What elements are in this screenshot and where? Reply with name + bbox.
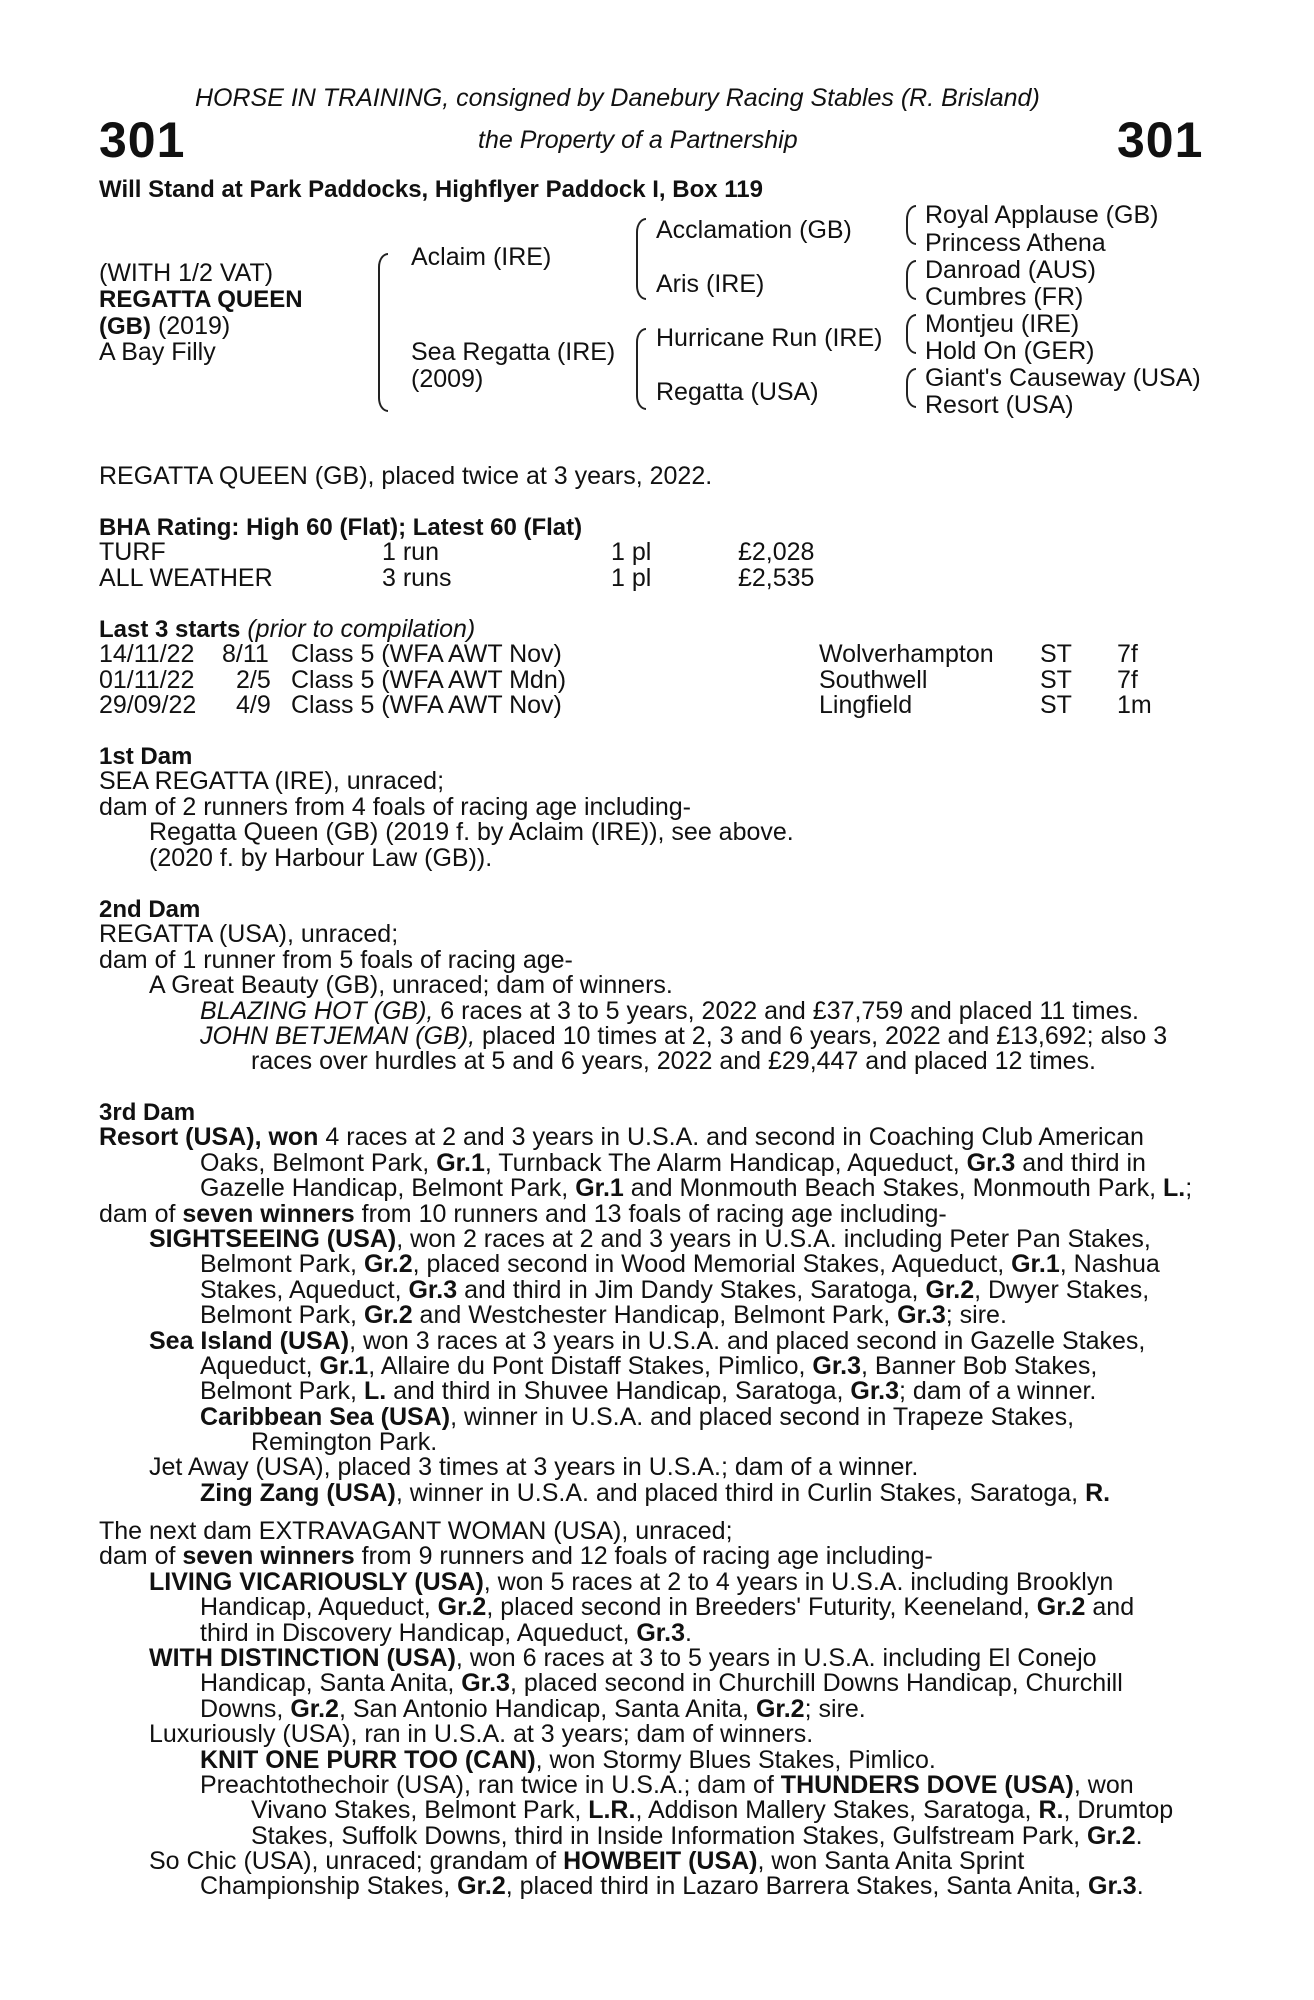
section-heading: 3rd Dam: [99, 1099, 196, 1126]
dam-line: REGATTA (USA), unraced;: [99, 920, 399, 949]
produce-line: Jet Away (USA), placed 3 times at 3 years in U.S.A.; dam of a winner.: [149, 1453, 919, 1482]
rating-row-aw: [99, 563, 1209, 592]
pedigree-ggp-4: Cumbres (FR): [925, 283, 1084, 311]
dam-line: dam of seven winners from 9 runners and 12 foals of racing age including-: [99, 1542, 933, 1571]
pedigree-brace-ggp4: [906, 368, 916, 408]
horse-name-italic: JOHN BETJEMAN (GB),: [200, 1021, 476, 1050]
pedigree-brace-sire: [636, 218, 646, 300]
start-position: 8/11: [222, 640, 269, 669]
pedigree-brace-main: [378, 253, 388, 412]
produce-line: So Chic (USA), unraced; grandam of HOWBEIT (USA), won Santa Anita Sprint: [149, 1847, 1025, 1876]
start-race: Class 5 (WFA AWT Mdn): [291, 665, 567, 694]
lot-number-right: 301: [1117, 112, 1204, 168]
rating-surface: TURF: [99, 538, 166, 567]
dam-line: Resort (USA), won 4 races at 2 and 3 years in U.S.A. and second in Coaching Club American: [99, 1123, 1144, 1152]
start-going: ST: [1040, 665, 1072, 694]
pedigree-sire-sire: Acclamation (GB): [656, 216, 852, 244]
produce-line: KNIT ONE PURR TOO (CAN), won Stormy Blues Stakes, Pimlico.: [200, 1745, 936, 1774]
produce-line: third in Discovery Handicap, Aqueduct, Gr.3.: [200, 1618, 692, 1647]
dam-line: dam of 2 runners from 4 foals of racing age including-: [99, 792, 691, 821]
start-course: Wolverhampton: [819, 640, 994, 669]
rating-runs: 1 run: [382, 538, 439, 567]
dam-line: dam of 1 runner from 5 foals of racing age-: [99, 945, 573, 974]
pedigree-ggp-6: Hold On (GER): [925, 337, 1095, 365]
start-distance: 1m: [1117, 691, 1152, 720]
start-course: Lingfield: [819, 691, 913, 720]
next-dam-section: [99, 1519, 1209, 1900]
start-distance: 7f: [1117, 665, 1138, 694]
dam-line: The next dam EXTRAVAGANT WOMAN (USA), unraced;: [99, 1517, 733, 1545]
rating-surface: ALL WEATHER: [99, 563, 273, 592]
start-race: Class 5 (WFA AWT Nov): [291, 691, 562, 720]
pedigree-ggp-1: Royal Applause (GB): [925, 201, 1159, 229]
pedigree-ggp-3: Danroad (AUS): [925, 256, 1096, 284]
start-row: [99, 642, 1209, 667]
pedigree-brace-ggp3: [906, 314, 916, 354]
produce-line: Stakes, Aqueduct, Gr.3 and third in Jim Dandy Stakes, Saratoga, Gr.2, Dwyer Stakes,: [200, 1275, 1150, 1304]
pedigree-sire: Aclaim (IRE): [411, 243, 552, 271]
race-summary: REGATTA QUEEN (GB), placed twice at 3 years, 2022.: [99, 462, 713, 490]
horse-name-italic: BLAZING HOT (GB),: [200, 996, 434, 1025]
pedigree-dam-year: (2009): [411, 365, 484, 393]
produce-line: A Great Beauty (GB), unraced; dam of winners.: [149, 971, 673, 1000]
consignor-line: HORSE IN TRAINING, consigned by Danebury Racing Stables (R. Brisland): [195, 84, 1040, 112]
dam-line: dam of seven winners from 10 runners and 13 foals of racing age including-: [99, 1199, 947, 1228]
rating-placed: 1 pl: [611, 563, 652, 592]
dam-line: Oaks, Belmont Park, Gr.1, Turnback The Alarm Handicap, Aqueduct, Gr.3 and third in: [200, 1148, 1146, 1177]
produce-line: Remington Park.: [251, 1428, 438, 1457]
rating-section: [99, 515, 1209, 591]
produce-line: Handicap, Aqueduct, Gr.2, placed second in Breeders' Futurity, Keeneland, Gr.2 and: [200, 1593, 1135, 1622]
produce-line: Belmont Park, L. and third in Shuvee Handicap, Saratoga, Gr.3; dam of a winner.: [200, 1377, 1097, 1406]
section-heading: 2nd Dam: [99, 896, 201, 923]
start-date: 29/09/22: [99, 691, 197, 720]
produce-line: Preachtothechoir (USA), ran twice in U.S.A.; dam of THUNDERS DOVE (USA), won: [200, 1770, 1134, 1799]
third-dam-section: [99, 1100, 1209, 1506]
pedigree-brace-ggp1: [906, 205, 916, 245]
produce-line: Belmont Park, Gr.2, placed second in Wood Memorial Stakes, Aqueduct, Gr.1, Nashua: [200, 1250, 1160, 1279]
pedigree-ggp-7: Giant's Causeway (USA): [925, 364, 1201, 392]
rating-prize: £2,535: [738, 563, 815, 592]
pedigree-brace-dam: [636, 328, 646, 410]
horse-name: REGATTA QUEEN: [99, 286, 303, 313]
pedigree-dam-sire: Hurricane Run (IRE): [656, 324, 883, 352]
rating-title: BHA Rating: High 60 (Flat); Latest 60 (Flat): [99, 514, 583, 541]
pedigree-ggp-2: Princess Athena: [925, 229, 1106, 257]
start-row: [99, 665, 1209, 694]
start-position: 4/9: [236, 691, 271, 720]
pedigree-dam-dam: Regatta (USA): [656, 378, 819, 406]
produce-line: Regatta Queen (GB) (2019 f. by Aclaim (IRE)), see above.: [149, 818, 794, 847]
lot-number-left: 301: [99, 112, 186, 168]
horse-origin: [99, 314, 230, 339]
produce-line: WITH DISTINCTION (USA), won 6 races at 3 to 5 years in U.S.A. including El Conejo: [149, 1643, 1097, 1672]
horse-year: (2019): [157, 312, 231, 340]
second-dam-section: [99, 897, 1209, 1075]
produce-line: Handicap, Santa Anita, Gr.3, placed second in Churchill Downs Handicap, Churchill: [200, 1669, 1123, 1698]
produce-line: (2020 f. by Harbour Law (GB)).: [149, 843, 493, 872]
pedigree-ggp-8: Resort (USA): [925, 391, 1074, 419]
starts-section: [99, 617, 1209, 719]
produce-line: races over hurdles at 5 and 6 years, 2022 and £29,447 and placed 12 times.: [251, 1047, 1097, 1076]
produce-line: Championship Stakes, Gr.2, placed third in Lazaro Barrera Stakes, Santa Anita, Gr.3.: [200, 1872, 1144, 1901]
rating-prize: £2,028: [738, 538, 815, 567]
produce-line: Sea Island (USA), won 3 races at 3 years in U.S.A. and placed second in Gazelle Stakes,: [149, 1326, 1146, 1355]
start-row: [99, 693, 1209, 718]
vat-note: (WITH 1/2 VAT): [99, 259, 274, 287]
produce-line: Zing Zang (USA), winner in U.S.A. and placed third in Curlin Stakes, Saratoga, R.: [200, 1478, 1111, 1507]
produce-line: Vivano Stakes, Belmont Park, L.R., Addison Mallery Stakes, Saratoga, R., Drumtop: [251, 1796, 1174, 1825]
produce-line: Caribbean Sea (USA), winner in U.S.A. and placed second in Trapeze Stakes,: [200, 1402, 1075, 1431]
produce-line: Belmont Park, Gr.2 and Westchester Handicap, Belmont Park, Gr.3; sire.: [200, 1301, 1007, 1330]
section-heading: 1st Dam: [99, 743, 193, 770]
stand-line: Will Stand at Park Paddocks, Highflyer Paddock I, Box 119: [99, 176, 763, 203]
rating-placed: 1 pl: [611, 538, 652, 567]
start-date: 01/11/22: [99, 665, 195, 694]
starts-heading: [99, 617, 1209, 642]
horse-country: (GB): [99, 313, 151, 340]
start-going: ST: [1040, 640, 1072, 669]
start-date: 14/11/22: [99, 640, 195, 669]
produce-line: Stakes, Suffolk Downs, third in Inside Information Stakes, Gulfstream Park, Gr.2.: [251, 1821, 1143, 1850]
pedigree-dam: Sea Regatta (IRE): [411, 338, 616, 366]
start-course: Southwell: [819, 665, 928, 694]
start-distance: 7f: [1117, 640, 1138, 669]
property-line: the Property of a Partnership: [478, 126, 798, 154]
produce-line: Luxuriously (USA), ran in U.S.A. at 3 years; dam of winners.: [149, 1720, 814, 1749]
first-dam-section: [99, 744, 1209, 871]
start-going: ST: [1040, 691, 1072, 720]
start-race: Class 5 (WFA AWT Nov): [291, 640, 562, 669]
pedigree-brace-ggp2: [906, 260, 916, 300]
rating-row-turf: [99, 540, 1209, 565]
starts-note: (prior to compilation): [247, 615, 476, 643]
pedigree-ggp-5: Montjeu (IRE): [925, 310, 1080, 338]
starts-title: Last 3 starts: [99, 616, 241, 643]
produce-line: Downs, Gr.2, San Antonio Handicap, Santa Anita, Gr.2; sire.: [200, 1694, 866, 1723]
produce-line: Aqueduct, Gr.1, Allaire du Pont Distaff Stakes, Pimlico, Gr.3, Banner Bob Stakes,: [200, 1351, 1098, 1380]
dam-line: Gazelle Handicap, Belmont Park, Gr.1 and Monmouth Beach Stakes, Monmouth Park, L.;: [200, 1174, 1193, 1203]
pedigree-sire-dam: Aris (IRE): [656, 270, 765, 298]
dam-line: SEA REGATTA (IRE), unraced;: [99, 767, 445, 796]
produce-line: LIVING VICARIOUSLY (USA), won 5 races at 2 to 4 years in U.S.A. including Brooklyn: [149, 1567, 1114, 1596]
horse-description: A Bay Filly: [99, 338, 216, 366]
start-position: 2/5: [236, 665, 271, 694]
produce-line: SIGHTSEEING (USA), won 2 races at 2 and 3 years in U.S.A. including Peter Pan Stakes,: [149, 1224, 1151, 1253]
produce-line: JOHN BETJEMAN (GB), placed 10 times at 2, 3 and 6 years, 2022 and £13,692; also 3: [200, 1021, 1168, 1050]
rating-runs: 3 runs: [382, 563, 452, 592]
produce-line: BLAZING HOT (GB), 6 races at 3 to 5 years, 2022 and £37,759 and placed 11 times.: [200, 996, 1139, 1025]
